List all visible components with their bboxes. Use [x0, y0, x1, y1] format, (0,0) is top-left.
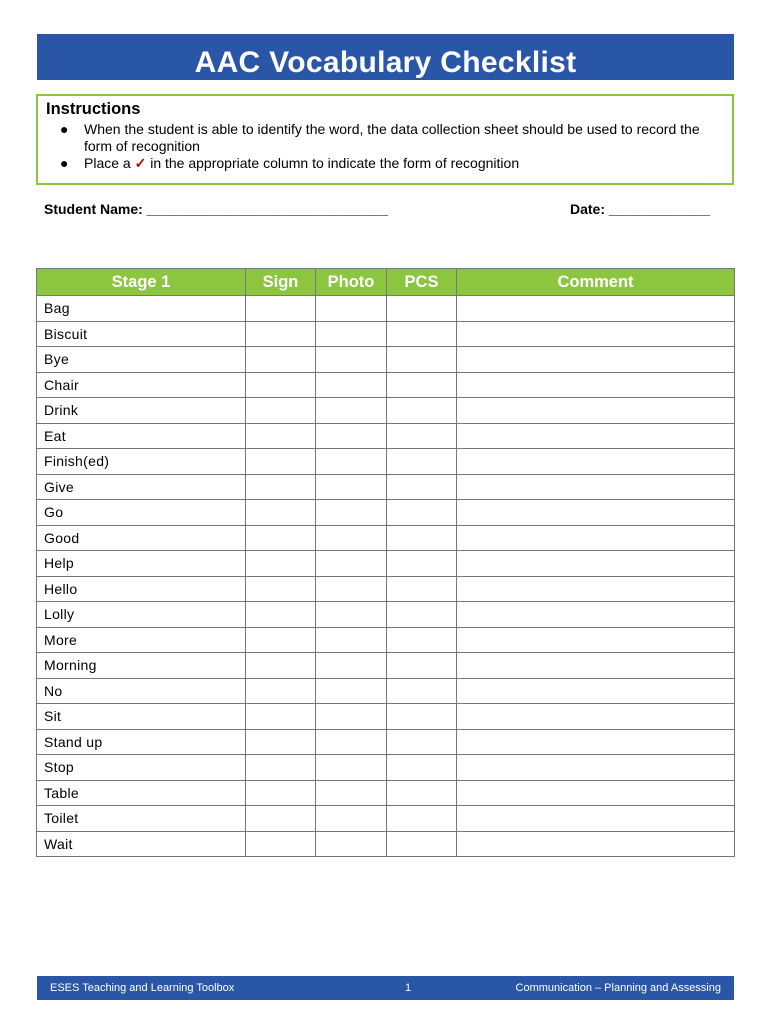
sign-cell	[246, 576, 316, 602]
photo-cell	[316, 831, 387, 857]
pcs-cell	[387, 372, 457, 398]
pcs-cell	[387, 525, 457, 551]
comment-cell	[457, 321, 735, 347]
photo-cell	[316, 653, 387, 679]
pcs-cell	[387, 474, 457, 500]
instructions-box	[36, 94, 734, 185]
sign-cell	[246, 704, 316, 730]
sign-cell	[246, 678, 316, 704]
table-row	[37, 653, 735, 679]
vocab-word: Chair	[37, 372, 246, 398]
vocab-word: Table	[37, 780, 246, 806]
comment-cell	[457, 449, 735, 475]
sign-cell	[246, 474, 316, 500]
table-row	[37, 423, 735, 449]
bullet-icon: ●	[60, 155, 69, 171]
table-row	[37, 474, 735, 500]
comment-cell	[457, 627, 735, 653]
vocab-word: Drink	[37, 398, 246, 424]
pcs-cell	[387, 678, 457, 704]
vocab-word: Finish(ed)	[37, 449, 246, 475]
sign-cell	[246, 449, 316, 475]
photo-cell	[316, 423, 387, 449]
pcs-cell	[387, 398, 457, 424]
photo-cell	[316, 576, 387, 602]
pcs-cell	[387, 704, 457, 730]
photo-cell	[316, 806, 387, 832]
pcs-cell	[387, 729, 457, 755]
checkmark-icon: ✓	[134, 155, 147, 171]
sign-cell	[246, 551, 316, 577]
instruction-text-before: Place a	[84, 155, 131, 171]
pcs-cell	[387, 653, 457, 679]
vocab-word: No	[37, 678, 246, 704]
vocab-word: Sit	[37, 704, 246, 730]
photo-cell	[316, 704, 387, 730]
vocab-word: Morning	[37, 653, 246, 679]
comment-cell	[457, 729, 735, 755]
table-row	[37, 678, 735, 704]
photo-cell	[316, 321, 387, 347]
vocab-word: Stop	[37, 755, 246, 781]
pcs-cell	[387, 602, 457, 628]
photo-cell	[316, 602, 387, 628]
photo-cell	[316, 729, 387, 755]
comment-cell	[457, 347, 735, 373]
column-header-sign: Sign	[246, 269, 316, 296]
vocab-word: Biscuit	[37, 321, 246, 347]
photo-cell	[316, 449, 387, 475]
photo-cell	[316, 627, 387, 653]
comment-cell	[457, 500, 735, 526]
photo-cell	[316, 474, 387, 500]
vocab-word: Stand up	[37, 729, 246, 755]
pcs-cell	[387, 449, 457, 475]
pcs-cell	[387, 831, 457, 857]
sign-cell	[246, 321, 316, 347]
column-header-pcs: PCS	[387, 269, 457, 296]
comment-cell	[457, 525, 735, 551]
comment-cell	[457, 653, 735, 679]
sign-cell	[246, 500, 316, 526]
comment-cell	[457, 576, 735, 602]
comment-cell	[457, 551, 735, 577]
table-body	[37, 296, 735, 857]
photo-cell	[316, 678, 387, 704]
table-row	[37, 398, 735, 424]
sign-cell	[246, 806, 316, 832]
vocab-word: Go	[37, 500, 246, 526]
bullet-icon: ●	[60, 121, 69, 137]
column-header-stage: Stage 1	[37, 269, 246, 296]
vocab-word: Toilet	[37, 806, 246, 832]
page-number: 1	[405, 982, 412, 994]
vocab-word: Help	[37, 551, 246, 577]
comment-cell	[457, 423, 735, 449]
instructions-heading: Instructions	[46, 100, 141, 118]
sign-cell	[246, 627, 316, 653]
table-row	[37, 525, 735, 551]
sign-cell	[246, 602, 316, 628]
comment-cell	[457, 755, 735, 781]
photo-cell	[316, 296, 387, 322]
pcs-cell	[387, 806, 457, 832]
comment-cell	[457, 296, 735, 322]
table-header-row	[37, 269, 735, 296]
pcs-cell	[387, 755, 457, 781]
sign-cell	[246, 296, 316, 322]
table-row	[37, 347, 735, 373]
pcs-cell	[387, 627, 457, 653]
photo-cell	[316, 551, 387, 577]
table-row	[37, 780, 735, 806]
sign-cell	[246, 398, 316, 424]
table-row	[37, 602, 735, 628]
comment-cell	[457, 372, 735, 398]
pcs-cell	[387, 321, 457, 347]
sign-cell	[246, 423, 316, 449]
vocab-word: Good	[37, 525, 246, 551]
comment-cell	[457, 704, 735, 730]
photo-cell	[316, 372, 387, 398]
table-row	[37, 449, 735, 475]
photo-cell	[316, 780, 387, 806]
comment-cell	[457, 806, 735, 832]
table-row	[37, 372, 735, 398]
student-name-field: Student Name: _______________________________	[44, 201, 389, 217]
sign-cell	[246, 653, 316, 679]
photo-cell	[316, 755, 387, 781]
table-row	[37, 500, 735, 526]
pcs-cell	[387, 780, 457, 806]
sign-cell	[246, 525, 316, 551]
instruction-item	[46, 155, 716, 172]
sign-cell	[246, 755, 316, 781]
table-row	[37, 755, 735, 781]
vocab-word: Wait	[37, 831, 246, 857]
footer-right-text: Communication – Planning and Assessing	[515, 982, 721, 994]
instructions-list	[46, 121, 716, 172]
vocab-word: Hello	[37, 576, 246, 602]
comment-cell	[457, 678, 735, 704]
table-row	[37, 831, 735, 857]
footer-bar	[37, 976, 734, 1000]
comment-cell	[457, 474, 735, 500]
sign-cell	[246, 831, 316, 857]
sign-cell	[246, 347, 316, 373]
footer-left-text: ESES Teaching and Learning Toolbox	[50, 982, 235, 994]
table-row	[37, 729, 735, 755]
table-row	[37, 576, 735, 602]
sign-cell	[246, 780, 316, 806]
comment-cell	[457, 831, 735, 857]
instruction-text-after: in the appropriate column to indicate the form of recognition	[150, 155, 520, 171]
comment-cell	[457, 602, 735, 628]
vocab-word: Eat	[37, 423, 246, 449]
comment-cell	[457, 398, 735, 424]
column-header-comment: Comment	[457, 269, 735, 296]
column-header-photo: Photo	[316, 269, 387, 296]
vocab-word: More	[37, 627, 246, 653]
photo-cell	[316, 347, 387, 373]
photo-cell	[316, 500, 387, 526]
photo-cell	[316, 398, 387, 424]
date-field: Date: _____________	[570, 201, 711, 217]
pcs-cell	[387, 576, 457, 602]
vocabulary-table	[36, 268, 735, 857]
pcs-cell	[387, 500, 457, 526]
sign-cell	[246, 372, 316, 398]
photo-cell	[316, 525, 387, 551]
comment-cell	[457, 780, 735, 806]
pcs-cell	[387, 347, 457, 373]
instruction-text: When the student is able to identify the word, the data collection sheet should be used to record the form of recognition	[84, 121, 700, 154]
table-row	[37, 321, 735, 347]
instruction-item	[46, 121, 716, 155]
pcs-cell	[387, 551, 457, 577]
vocab-word: Bye	[37, 347, 246, 373]
pcs-cell	[387, 296, 457, 322]
table-row	[37, 704, 735, 730]
vocab-word: Lolly	[37, 602, 246, 628]
vocab-word: Give	[37, 474, 246, 500]
table-row	[37, 296, 735, 322]
page-title: AAC Vocabulary Checklist	[37, 34, 734, 80]
table-row	[37, 551, 735, 577]
sign-cell	[246, 729, 316, 755]
pcs-cell	[387, 423, 457, 449]
table-row	[37, 806, 735, 832]
vocab-word: Bag	[37, 296, 246, 322]
table-row	[37, 627, 735, 653]
